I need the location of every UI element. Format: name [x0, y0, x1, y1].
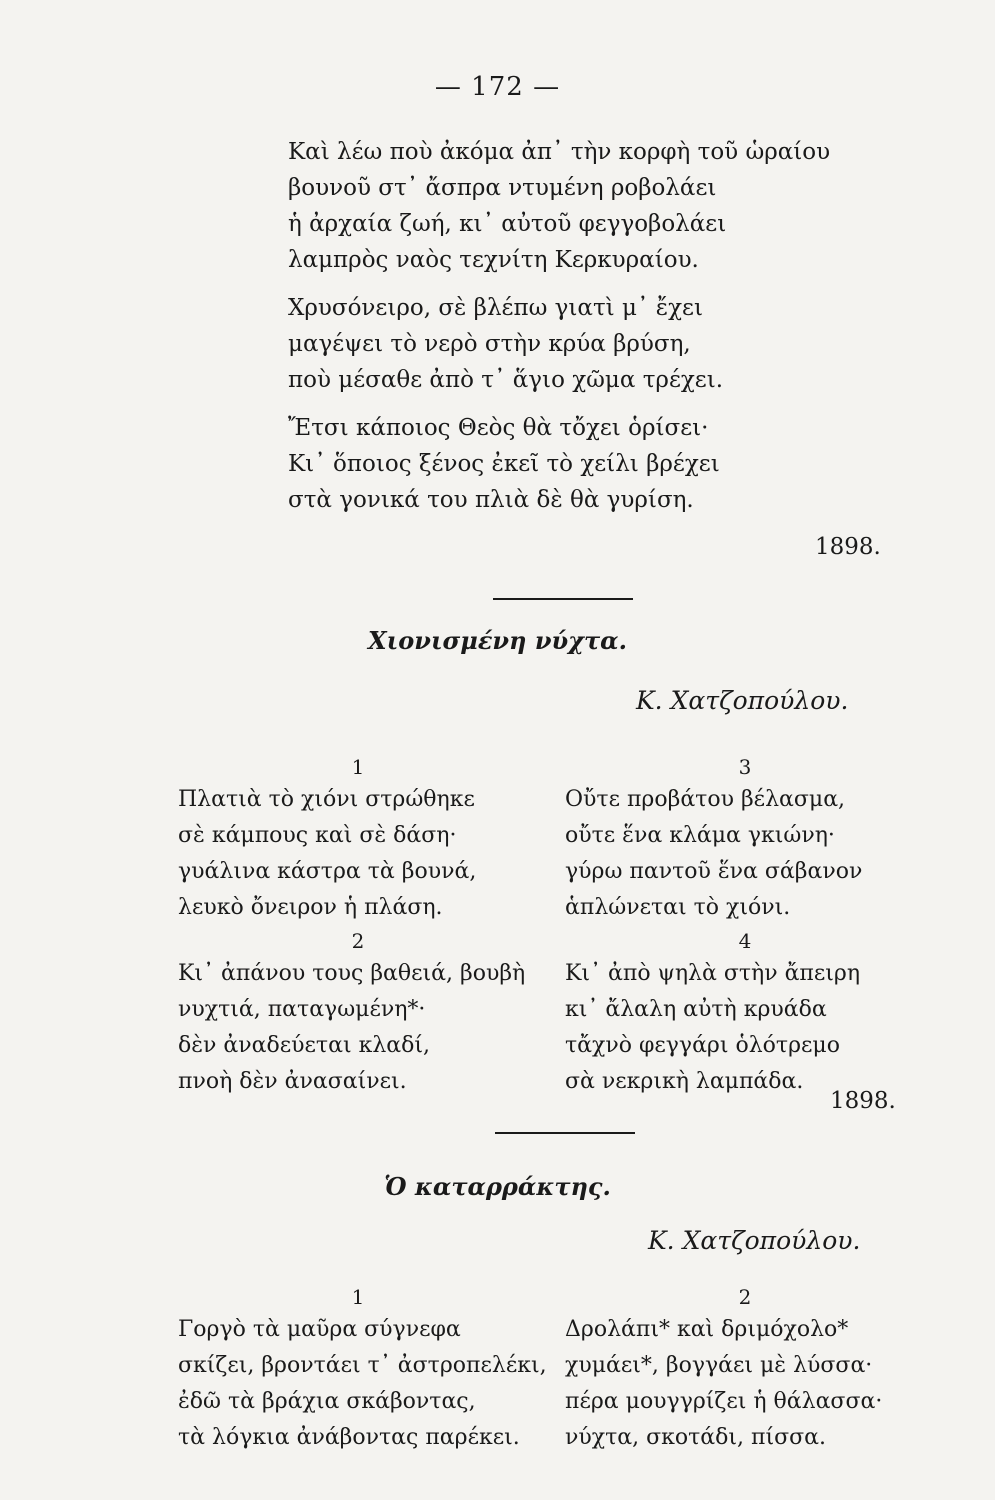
verse-line: γυάλινα κάστρα τὰ βουνά, [178, 859, 477, 884]
verse-line: Κι᾽ ἀπὸ ψηλὰ στὴν ἄπειρη [565, 961, 861, 986]
stanza-number: 1 [351, 755, 365, 779]
page-number: — 172 — [434, 72, 561, 102]
stanza-number: 4 [738, 929, 752, 953]
poem-b-year: 1898. [830, 1088, 896, 1114]
stanza-number: 1 [351, 1285, 365, 1309]
poem-c-author: Κ. Χατζοπούλου. [648, 1226, 861, 1255]
section-divider [495, 1132, 635, 1134]
verse-line: ἁπλώνεται τὸ χιόνι. [565, 895, 791, 920]
verse-line: δὲν ἀναδεύεται κλαδί, [178, 1033, 430, 1058]
stanza [288, 134, 928, 278]
verse-line: λευκὸ ὄνειρον ἡ πλάση. [178, 895, 443, 920]
poem-b-right-column [565, 752, 955, 1100]
verse-line: γύρω παντοῦ ἕνα σάβανον [565, 859, 863, 884]
verse-line: νύχτα, σκοτάδι, πίσσα. [565, 1425, 826, 1450]
verse-line: βουνοῦ στ᾽ ἄσπρα ντυμένη ροβολάει [288, 175, 717, 201]
poem-b-title: Χιονισμένη νύχτα. [368, 626, 627, 655]
stanza-number: 2 [738, 1285, 752, 1309]
poem-a-year: 1898. [815, 534, 881, 560]
verse-line: οὔτε ἕνα κλάμα γκιώνη· [565, 823, 835, 848]
verse-line: Δρολάπι* καὶ δριμόχολο* [565, 1317, 849, 1342]
verse-line: χυμάει*, βογγάει μὲ λύσσα· [565, 1353, 873, 1378]
poem-b-left-column [178, 752, 568, 1100]
verse-line: Γοργὸ τὰ μαῦρα σύγνεφα [178, 1317, 461, 1342]
stanza-number: 2 [351, 929, 365, 953]
verse-line: Χρυσόνειρο, σὲ βλέπω γιατὶ μ᾽ ἔχει [288, 295, 703, 321]
poem-a [288, 134, 928, 518]
verse-line: ἡ ἀρχαία ζωή, κι᾽ αὐτοῦ φεγγοβολάει [288, 211, 727, 237]
verse-line: λαμπρὸς ναὸς τεχνίτη Κερκυραίου. [288, 247, 699, 273]
verse-line: Κι᾽ ὅποιος ξένος ἐκεῖ τὸ χείλι βρέχει [288, 451, 720, 477]
verse-line: πνοὴ δὲν ἀνασαίνει. [178, 1069, 407, 1094]
verse-line: Καὶ λέω ποὺ ἀκόμα ἀπ᾽ τὴν κορφὴ τοῦ ὡραίου [288, 139, 831, 165]
stanza [288, 290, 928, 398]
poem-c-right-column [565, 1282, 955, 1456]
verse-line: Οὔτε προβάτου βέλασμα, [565, 787, 846, 812]
poem-c-left-column [178, 1282, 568, 1456]
verse-line: πέρα μουγγρίζει ἡ θάλασσα· [565, 1389, 883, 1414]
verse-line: τἄχνὸ φεγγάρι ὁλότρεμο [565, 1033, 840, 1058]
poem-c-title: Ὁ καταρράκτης. [384, 1172, 611, 1201]
stanza-number: 3 [738, 755, 752, 779]
verse-line: τὰ λόγκια ἀνάβοντας παρέκει. [178, 1425, 520, 1450]
verse-line: ποὺ μέσαθε ἀπὸ τ᾽ ἅγιο χῶμα τρέχει. [288, 367, 724, 393]
verse-line: σὲ κάμπους καὶ σὲ δάση· [178, 823, 457, 848]
verse-line: σὰ νεκρικὴ λαμπάδα. [565, 1069, 804, 1094]
verse-line: στὰ γονικά του πλιὰ δὲ θὰ γυρίση. [288, 487, 694, 513]
verse-line: σκίζει, βροντάει τ᾽ ἀστροπελέκι, [178, 1353, 547, 1378]
verse-line: νυχτιά, παταγωμένη*· [178, 997, 426, 1022]
verse-line: Ἔτσι κάποιος Θεὸς θὰ τὄχει ὁρίσει· [288, 415, 709, 441]
poem-b-author: Κ. Χατζοπούλου. [636, 686, 849, 715]
verse-line: μαγέψει τὸ νερὸ στὴν κρύα βρύση, [288, 331, 691, 357]
verse-line: Κι᾽ ἀπάνου τους βαθειά, βουβὴ [178, 961, 526, 986]
stanza [288, 410, 928, 518]
verse-line: Πλατιὰ τὸ χιόνι στρώθηκε [178, 787, 475, 812]
verse-line: κι᾽ ἄλαλη αὐτὴ κρυάδα [565, 997, 827, 1022]
verse-line: ἐδῶ τὰ βράχια σκάβοντας, [178, 1389, 476, 1414]
section-divider [493, 598, 633, 600]
